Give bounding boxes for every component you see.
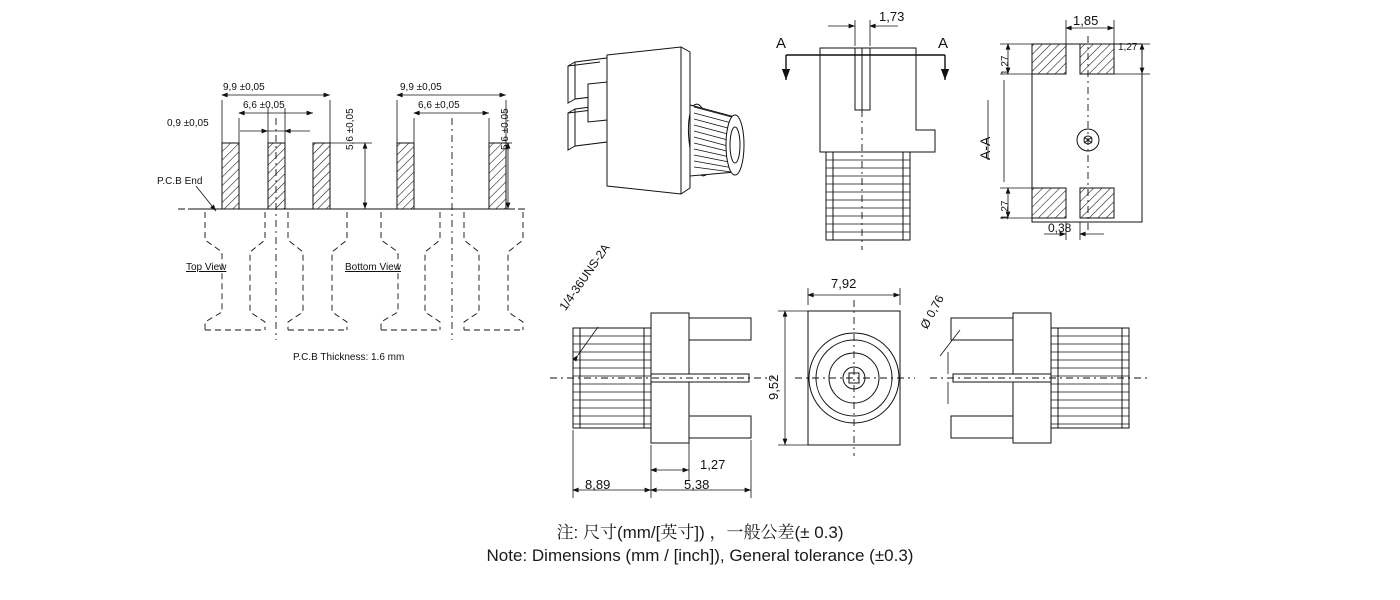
dim-pin-diameter: Ø 0,76 bbox=[917, 292, 947, 332]
dim-section-left-top: 1,27 bbox=[1000, 55, 1011, 75]
top-view-label: Top View bbox=[186, 262, 227, 273]
dim-top-overall: 9,9 ±0,05 bbox=[223, 82, 265, 93]
section-aa-label: A-A bbox=[977, 136, 993, 160]
dim-section-right: 1,27 bbox=[1118, 42, 1138, 53]
note-english: Note: Dimensions (mm / [inch]), General tolerance (±0.3) bbox=[486, 546, 914, 565]
section-arrow-left-label: A bbox=[776, 35, 787, 52]
dim-top-pad: 0,9 ±0,05 bbox=[167, 118, 209, 129]
dim-bottom-overall: 9,9 ±0,05 bbox=[400, 82, 442, 93]
dim-top-height: 5,6 ±0,05 bbox=[345, 108, 356, 150]
notes-block bbox=[0, 518, 1400, 566]
section-arrow-right-label: A bbox=[938, 35, 949, 52]
thread-spec-label: 1/4-36UNS-2A bbox=[556, 241, 613, 314]
dim-rear-height: 9,52 bbox=[766, 374, 781, 400]
section-aa-group bbox=[988, 20, 1150, 240]
dim-rear-width: 7,92 bbox=[831, 276, 857, 291]
dim-top-inner: 6,6 ±0,05 bbox=[243, 100, 285, 111]
bottom-view-label: Bottom View bbox=[345, 262, 401, 273]
note-chinese: 注: 尺寸(mm/[英寸]) ，一般公差(± 0.3) bbox=[556, 523, 844, 542]
dim-section-top: 1,85 bbox=[1073, 13, 1099, 28]
dim-bottom-height: 5,6 ±0,05 bbox=[500, 108, 511, 150]
dim-bottom-inner: 6,6 ±0,05 bbox=[418, 100, 460, 111]
pcb-thickness-label: P.C.B Thickness: 1.6 mm bbox=[293, 352, 405, 363]
rear-view-group bbox=[778, 288, 915, 456]
dim-side-body: 5,38 bbox=[684, 477, 710, 492]
dim-side-flange: 1,27 bbox=[700, 457, 726, 472]
front-view-group bbox=[786, 20, 945, 250]
dim-section-bottom: 0,38 bbox=[1048, 221, 1072, 235]
pcb-end-label: P.C.B End bbox=[157, 176, 203, 187]
dim-side-overall: 8,89 bbox=[585, 477, 611, 492]
dim-section-left-bottom: 1,27 bbox=[1000, 200, 1011, 220]
dim-front-width: 1,73 bbox=[879, 9, 905, 24]
iso-3d-view-group bbox=[568, 47, 744, 194]
pin-detail-view-group bbox=[930, 313, 1150, 443]
side-view-group bbox=[550, 313, 775, 498]
